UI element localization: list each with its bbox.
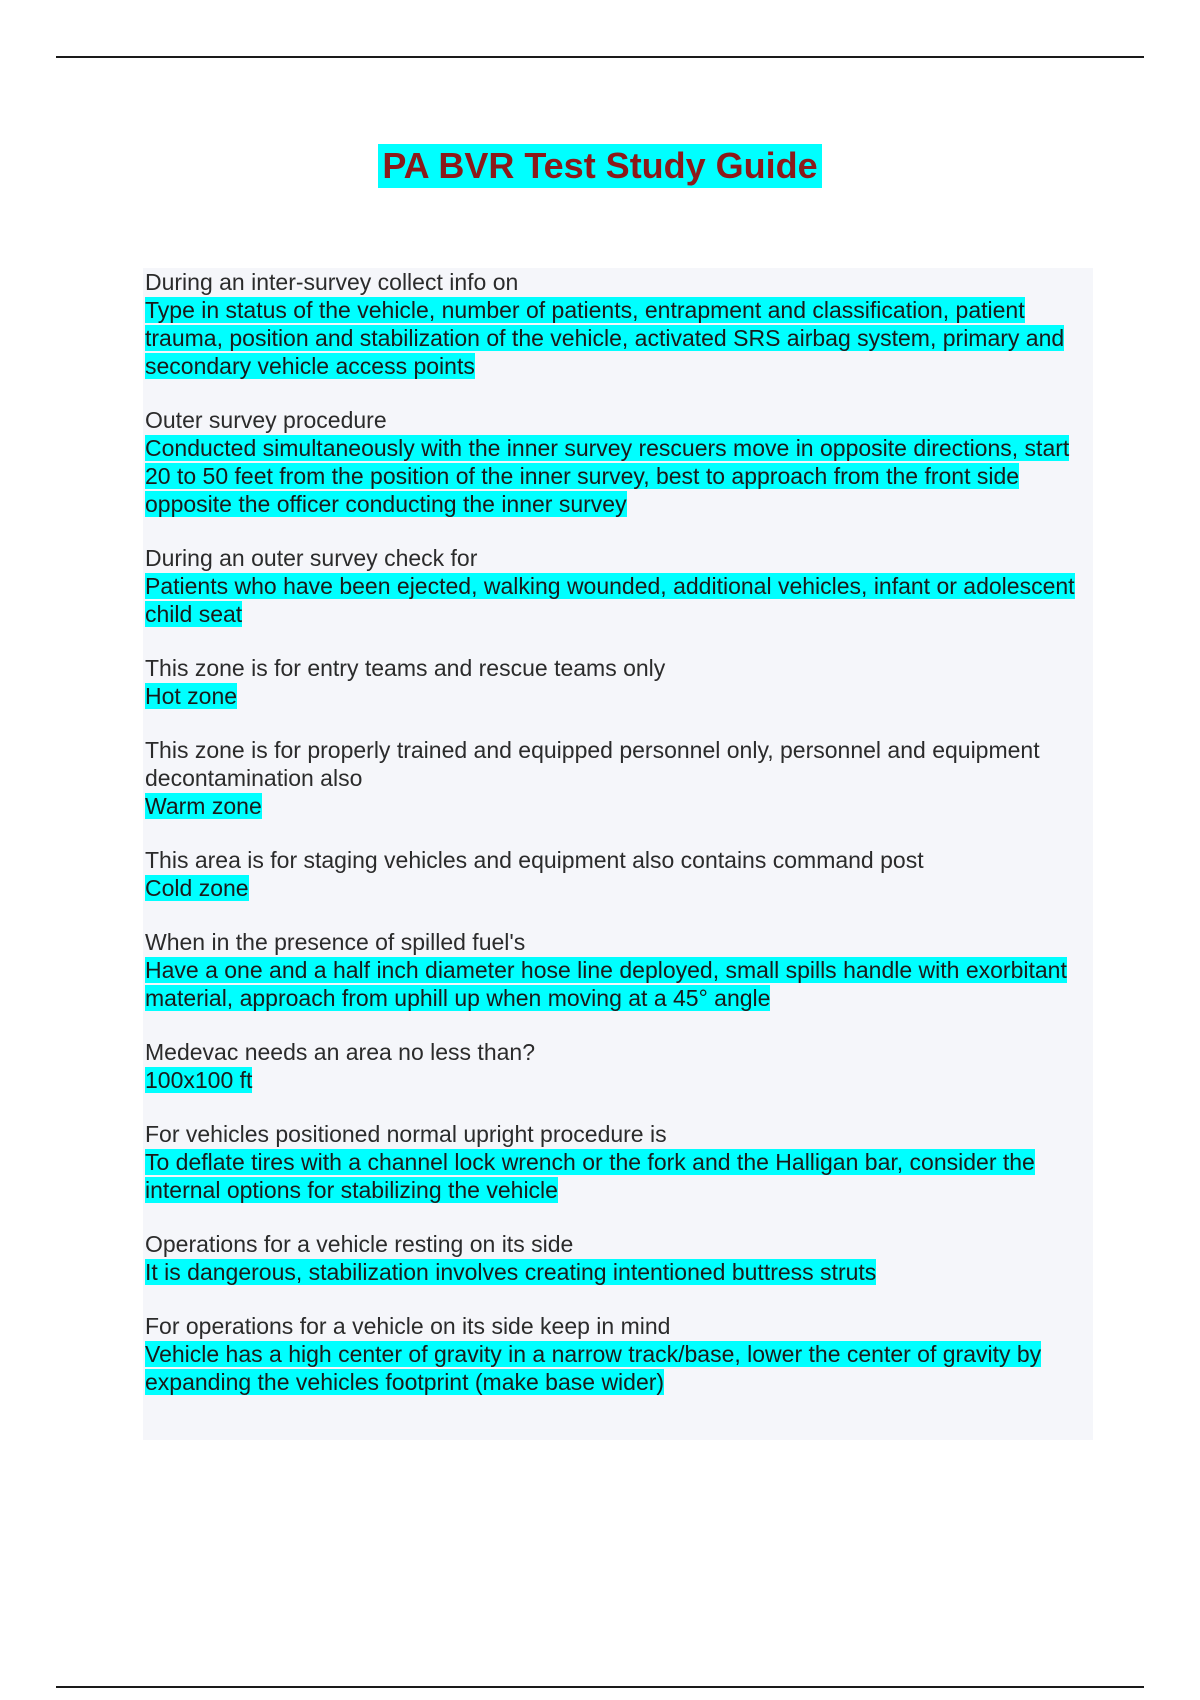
answer-text [145, 1340, 1089, 1396]
answer-text [145, 956, 1089, 1012]
question-text: Medevac needs an area no less than? [145, 1039, 535, 1065]
qa-item [145, 406, 1089, 518]
answer-text [145, 682, 1089, 710]
question-text: This zone is for properly trained and equipped personnel only, personnel and equipment decontamination also [145, 737, 1040, 791]
answer-highlight: Cold zone [145, 875, 249, 901]
answer-text [145, 434, 1089, 518]
answer-highlight: To deflate tires with a channel lock wrench or the fork and the Halligan bar, consider the internal options for stabilizing the vehicle [145, 1149, 1035, 1203]
qa-item [145, 846, 1089, 902]
qa-item [145, 1120, 1089, 1204]
answer-highlight: It is dangerous, stabilization involves creating intentioned buttress struts [145, 1259, 877, 1285]
question-text: During an inter-survey collect info on [145, 269, 519, 295]
answer-text [145, 1258, 1089, 1286]
qa-item [145, 544, 1089, 628]
answer-highlight: Hot zone [145, 683, 238, 709]
top-rule [56, 56, 1144, 58]
answer-text [145, 792, 1089, 820]
answer-text [145, 874, 1089, 902]
answer-text [145, 296, 1089, 380]
bottom-rule [56, 1686, 1144, 1688]
qa-item [145, 268, 1089, 380]
question-text: This zone is for entry teams and rescue teams only [145, 655, 666, 681]
answer-highlight: Conducted simultaneously with the inner survey rescuers move in opposite directions, start 20 to 50 feet from the position of the inner survey, best to approach from the front side opposite the officer conducting the inner survey [145, 435, 1070, 517]
qa-item [145, 654, 1089, 710]
answer-highlight: Vehicle has a high center of gravity in a narrow track/base, lower the center of gravity by expanding the vehicles footprint (make base wider) [145, 1341, 1042, 1395]
answer-text [145, 1148, 1089, 1204]
question-text: When in the presence of spilled fuel's [145, 929, 526, 955]
question-text: For operations for a vehicle on its side keep in mind [145, 1313, 671, 1339]
answer-highlight: Warm zone [145, 793, 262, 819]
answer-highlight: Type in status of the vehicle, number of patients, entrapment and classification, patient trauma, position and stabilization of the vehicle, activated SRS airbag system, primary and secondary vehicle access points [145, 297, 1065, 379]
answer-text [145, 572, 1089, 628]
answer-text [145, 1066, 1089, 1094]
qa-item [145, 928, 1089, 1012]
qa-item [145, 1312, 1089, 1396]
question-text: Operations for a vehicle resting on its side [145, 1231, 574, 1257]
title-wrap [0, 144, 1200, 188]
question-text: Outer survey procedure [145, 407, 387, 433]
answer-highlight: Have a one and a half inch diameter hose line deployed, small spills handle with exorbitant material, approach from uphill up when moving at a 45° angle [145, 957, 1067, 1011]
qa-item [145, 1038, 1089, 1094]
answer-highlight: Patients who have been ejected, walking wounded, additional vehicles, infant or adolescent child seat [145, 573, 1075, 627]
qa-item [145, 1230, 1089, 1286]
question-text: During an outer survey check for [145, 545, 478, 571]
answer-highlight: 100x100 ft [145, 1067, 253, 1093]
qa-item [145, 736, 1089, 820]
question-text: For vehicles positioned normal upright procedure is [145, 1121, 667, 1147]
question-text: This area is for staging vehicles and equipment also contains command post [145, 847, 924, 873]
study-guide-content [143, 268, 1093, 1440]
page-title: PA BVR Test Study Guide [378, 144, 821, 188]
